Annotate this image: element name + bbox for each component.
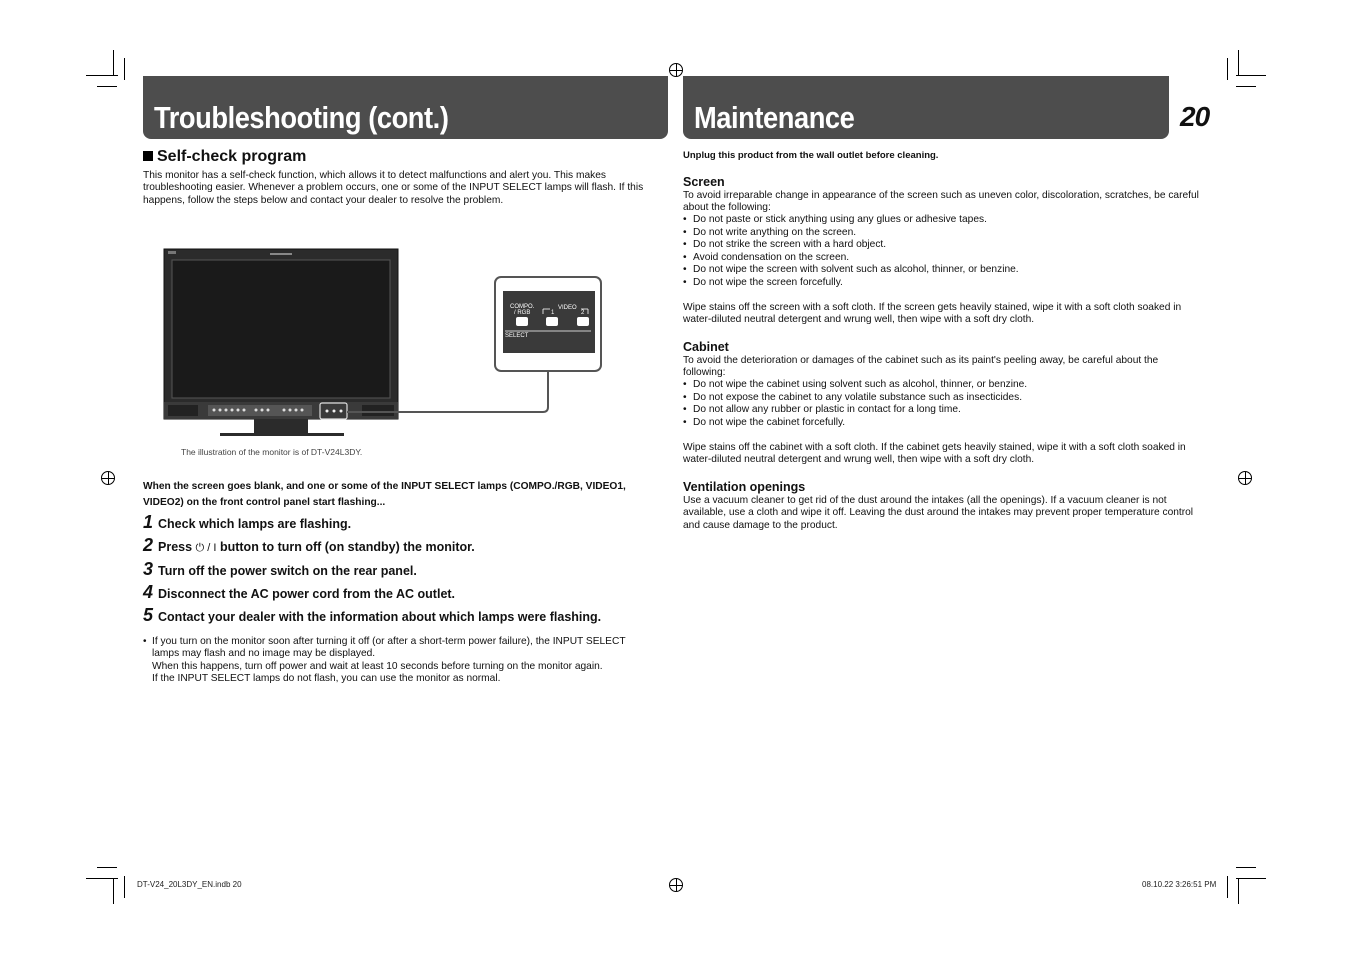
monitor-illustration: [160, 246, 610, 440]
crop-mark: [1227, 876, 1228, 898]
square-bullet-icon: [143, 151, 153, 161]
crop-mark: [124, 58, 125, 80]
panel-select-label: SELECT: [505, 333, 529, 339]
step-1: [143, 512, 351, 533]
left-header-title: Troubleshooting (cont.): [154, 100, 449, 135]
cabinet-heading: Cabinet: [683, 340, 729, 354]
crop-mark: [113, 50, 114, 76]
note-bullet-icon: •: [143, 636, 147, 647]
crop-mark: [97, 867, 117, 868]
step-number: 3: [143, 559, 154, 579]
section-title-text: Self-check program: [157, 148, 307, 165]
self-check-intro: This monitor has a self-check function, which allows it to detect malfunctions and alert you. This makes troubleshooting easier. Whenever a problem occurs, one or some of the INPUT SELECT lamps will flash. If this happens, follow the steps below and contact your dealer to resolve the problem.: [143, 170, 644, 206]
note-line-3: If the INPUT SELECT lamps do not flash, you can use the monitor as normal.: [152, 673, 501, 685]
crop-mark: [1236, 867, 1256, 868]
step-text-post: button to turn off (on standby) the monitor.: [216, 540, 475, 554]
list-item: • Do not wipe the screen with solvent such as alcohol, thinner, or benzine.: [683, 264, 1203, 277]
list-item: • Do not wipe the cabinet forcefully.: [683, 417, 1203, 430]
panel-rgb-label: / RGB: [514, 310, 531, 316]
list-item: • Do not expose the cabinet to any volatile substance such as insecticides.: [683, 392, 1203, 405]
screen-wipe-text: Wipe stains off the screen with a soft cloth. If the screen gets heavily stained, wipe it with a soft cloth soaked in water-diluted neutral detergent and wrung well, then wipe with a soft dry cloth.: [683, 302, 1182, 326]
step-number: 1: [143, 512, 154, 532]
list-item: • Do not wipe the screen forcefully.: [683, 277, 1203, 290]
screen-intro: To avoid irreparable change in appearance of the screen such as uneven color, discoloration, scratches, be careful about the following:: [683, 190, 1199, 214]
list-item: • Do not strike the screen with a hard object.: [683, 239, 1203, 252]
step-number: 5: [143, 605, 154, 625]
page-number: 20: [1180, 101, 1210, 132]
registration-mark-icon: [669, 63, 683, 77]
step-4: [143, 582, 455, 603]
note-line-2: When this happens, turn off power and wait at least 10 seconds before turning on the monitor again.: [152, 660, 603, 672]
step-2: [143, 535, 475, 556]
panel-compo-label: COMPO.: [510, 304, 535, 310]
panel-video1-label: 1: [551, 310, 555, 316]
screen-bullet-list: [683, 214, 1203, 290]
list-item: • Do not write anything on the screen.: [683, 227, 1203, 240]
registration-mark-icon: [669, 878, 683, 892]
step-number: 4: [143, 582, 154, 602]
lead-text: When the screen goes blank, and one or some of the INPUT SELECT lamps (COMPO./RGB, VIDEO1, VIDEO2) on the front control panel start flashing...: [143, 481, 626, 508]
right-header-title: Maintenance: [694, 100, 855, 135]
step-text: Turn off the power switch on the rear panel.: [158, 564, 417, 578]
panel-video2-label: 2: [581, 310, 585, 316]
step-text-pre: Press: [158, 540, 196, 554]
cabinet-bullet-list: [683, 379, 1203, 429]
crop-mark: [1236, 86, 1256, 87]
step-text: Contact your dealer with the information about which lamps were flashing.: [158, 610, 602, 624]
footer-timestamp: 08.10.22 3:26:51 PM: [1142, 880, 1217, 889]
cabinet-intro: To avoid the deterioration or damages of the cabinet such as its paint's peeling away, be careful about the following:: [683, 355, 1159, 379]
crop-mark: [1238, 878, 1239, 904]
cabinet-wipe-text: Wipe stains off the cabinet with a soft cloth. If the cabinet gets heavily stained, wipe it with a soft cloth soaked in water-diluted neutral detergent and wrung well, then wipe with a soft dry cloth.: [683, 442, 1186, 466]
step-text: Check which lamps are flashing.: [158, 517, 352, 531]
crop-mark: [1227, 58, 1228, 80]
crop-mark: [1236, 75, 1266, 76]
crop-mark: [1236, 878, 1266, 879]
list-item: • Do not wipe the cabinet using solvent such as alcohol, thinner, or benzine.: [683, 379, 1203, 392]
illustration-caption: The illustration of the monitor is of DT-V24L3DY.: [181, 447, 363, 457]
ventilation-heading: Ventilation openings: [683, 480, 806, 494]
section-title: [143, 148, 306, 166]
crop-mark: [1238, 50, 1239, 76]
crop-mark: [97, 86, 117, 87]
ventilation-text: Use a vacuum cleaner to get rid of the dust around the intakes (all the openings). If a vacuum cleaner is not available, use a cloth and wipe it off. Leaving the dust around the intakes may prevent proper temperature control and cause damage to the product.: [683, 495, 1194, 531]
crop-mark: [124, 876, 125, 898]
power-symbol-icon: ⏻ / I: [195, 542, 217, 554]
list-item: • Do not allow any rubber or plastic in contact for a long time.: [683, 404, 1203, 417]
note-line-1: If you turn on the monitor soon after turning it off (or after a short-term power failure), the INPUT SELECT lamps may flash and no image may be displayed.: [152, 636, 626, 660]
screen-heading: Screen: [683, 175, 725, 189]
registration-mark-icon: [1238, 471, 1252, 485]
step-3: [143, 559, 417, 580]
crop-mark: [113, 878, 114, 904]
registration-mark-icon: [101, 471, 115, 485]
note-block: [152, 636, 647, 686]
step-5: [143, 605, 601, 626]
panel-video-label: VIDEO: [558, 305, 577, 311]
list-item: • Do not paste or stick anything using any glues or adhesive tapes.: [683, 214, 1203, 227]
cleaning-warning: Unplug this product from the wall outlet before cleaning.: [683, 150, 939, 161]
step-text: Disconnect the AC power cord from the AC outlet.: [158, 587, 456, 601]
step-number: 2: [143, 535, 154, 555]
list-item: • Avoid condensation on the screen.: [683, 252, 1203, 265]
footer-file-info: DT-V24_20L3DY_EN.indb 20: [137, 880, 242, 889]
